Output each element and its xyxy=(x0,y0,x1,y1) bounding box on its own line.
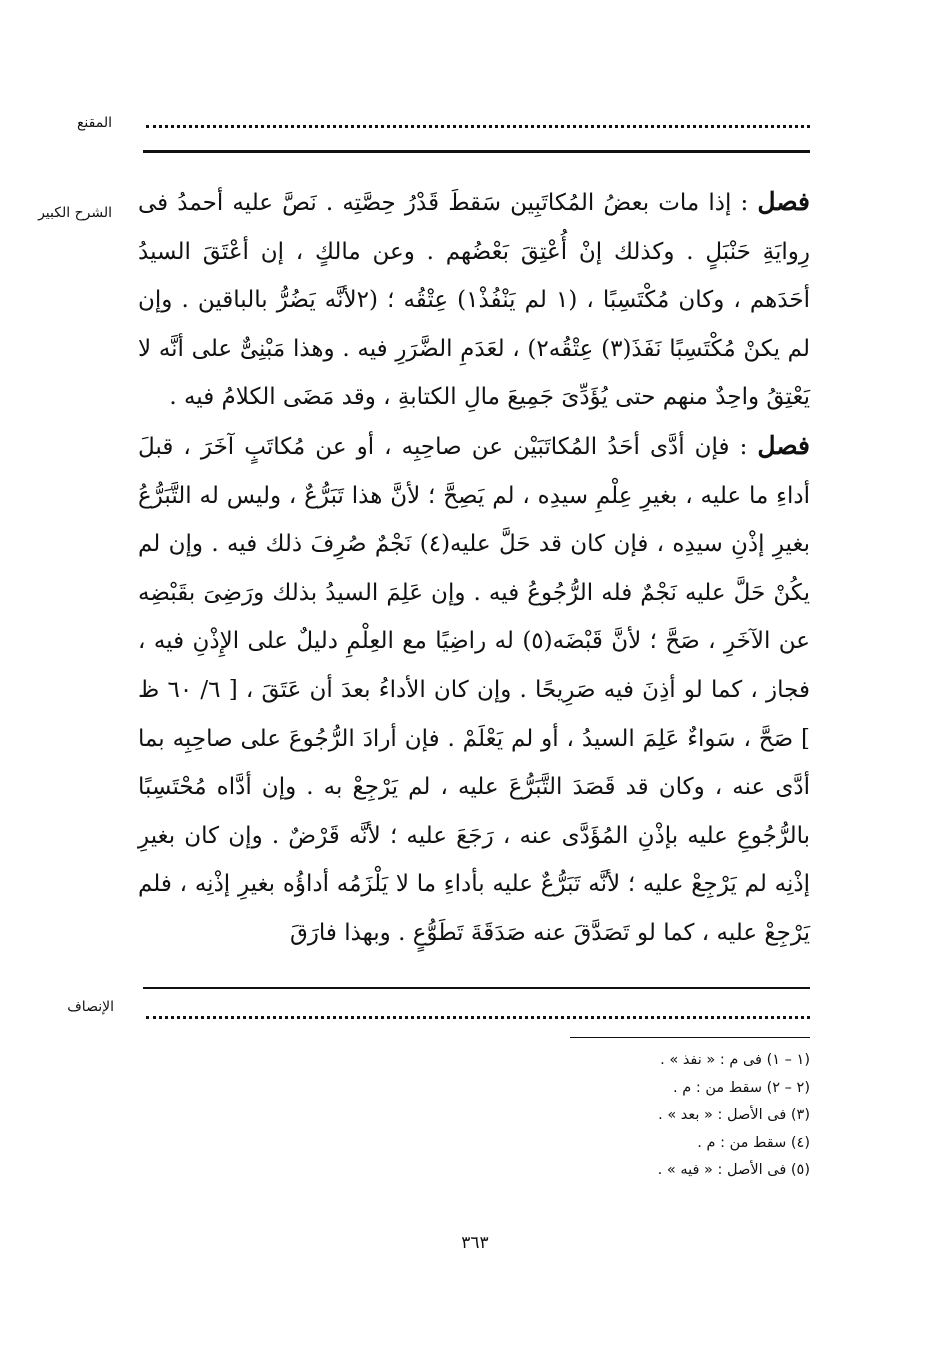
paragraph-1 xyxy=(138,178,810,422)
fasl-heading: فصل xyxy=(757,430,810,460)
footnote: (٤) سقط من : م . xyxy=(697,1134,810,1151)
page-number: ٣٦٣ xyxy=(461,1233,489,1253)
insaf-rule xyxy=(143,987,810,989)
paragraph-2 xyxy=(138,422,810,958)
sharh-label: الشرح الكبير xyxy=(38,205,112,221)
paragraph-text: : فإن أدَّى أحَدُ المُكاتَبَيْن عن صاحِبِه ، أو عن مُكاتَبٍ آخَرَ ، قبلَ أداءِ ما عليه ، بغيرِ عِلْمِ سيدِه ، لم يَصِحَّ ؛ لأنَّ هذا تَبَرُّعٌ ، وليس له التَّبَرُّعُ بغيرِ إذْنِ سيدِه ، فإن كان قد حَلَّ عليه(٤) نَجْمٌ صُرِفَ ذلك فيه . وإن لم يكُنْ حَلَّ عليه نَجْمٌ فله الرُّجُوعُ فيه . وإن عَلِمَ السيدُ بذلك ورَضِىَ بقَبْضِه عن الآخَرِ ، صَحَّ ؛ لأنَّ قَبْضَه(٥) له راضِيًا مع العِلْمِ دليلٌ على الإِذْنِ فيه ، فجاز ، كما لو أذِنَ فيه صَرِيحًا . وإن كان الأداءُ بعدَ أن عَتَقَ ، [ ٦/ ٦٠ ظ ] صَحَّ ، سَواءٌ عَلِمَ السيدُ ، أو لم يَعْلَمْ . فإن أرادَ الرُّجُوعَ على صاحِبِه بما أدَّى عنه ، وكان قد قَصَدَ التَّبَرُّعَ عليه ، لم يَرْجِعْ به . وإن أدَّاه مُحْتَسِبًا بالرُّجُوعِ عليه بإذْنِ المُؤَدَّى عنه ، رَجَعَ عليه ؛ لأنَّه قَرْضٌ . وإن كان بغيرِ إذْنِه لم يَرْجِعْ عليه ؛ لأنَّه تَبَرُّعٌ عليه بأداءِ ما لا يَلْزَمُه أداؤُه بغيرِ إذْنِه ، فلم يَرْجِعْ عليه ، كما لو تَصَدَّقَ عنه صَدَقَةَ تَطَوُّعٍ . وبهذا فارَقَ xyxy=(138,433,810,946)
footnote-rule xyxy=(570,1037,810,1038)
insaf-dotted-line xyxy=(146,1016,810,1019)
muqni-label: المقنع xyxy=(76,115,112,131)
header-rule xyxy=(143,150,810,153)
footnote: (٣) فى الأصل : « بعد » . xyxy=(658,1107,810,1123)
insaf-label: الإنصاف xyxy=(67,999,114,1015)
muqni-dotted-line xyxy=(146,125,810,128)
footnotes xyxy=(440,1047,810,1185)
footnote: (٥) فى الأصل : « فيه » . xyxy=(657,1162,810,1178)
fasl-heading: فصل xyxy=(757,187,810,216)
main-text xyxy=(138,178,810,958)
paragraph-text: : إذا مات بعضُ المُكاتَبِين سَقطَ قَدْرُ حِصَّتِه . نَصَّ عليه أحمدُ فى رِوايَةِ حَنْبَلٍ . وكذلك إنْ أُعْتِقَ بَعْضُهم . وعن مالكٍ ، إن أعْتَقَ السيدُ أحَدَهم ، وكان مُكْتَسِبًا ، (١ لم يَنْفُذْ١) عِتْقُه ؛ (٢لأنَّه يَضُرُّ بالباقين . وإن لم يكنْ مُكْتَسِبًا نَفَذَ(٣) عِتْقُه٢) ، لعَدَمِ الضَّرَرِ فيه . وهذا مَبْنِىٌّ على أنَّه لا يَعْتِقُ واحِدٌ منهم حتى يُؤَدِّىَ جَمِيعَ مالِ الكتابةِ ، وقد مَضَى الكلامُ فيه . xyxy=(138,190,810,411)
footnote: (١ – ١) فى م : « نفذ » . xyxy=(660,1052,810,1068)
footnote: (٢ – ٢) سقط من : م . xyxy=(673,1079,810,1096)
